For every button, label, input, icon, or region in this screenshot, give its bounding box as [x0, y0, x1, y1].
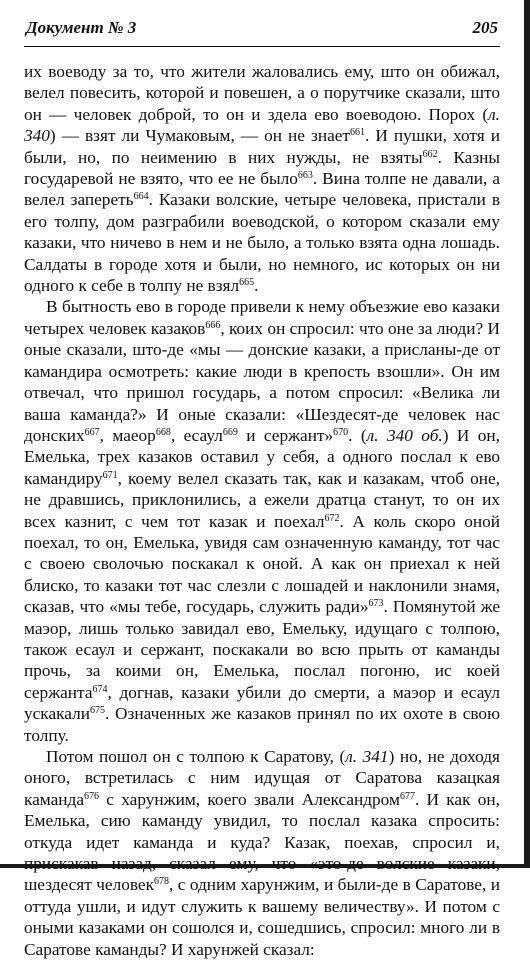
footnote-ref: 676: [84, 790, 100, 802]
text-run: и сержант»: [237, 425, 334, 445]
footnote-ref: 668: [155, 426, 171, 438]
text-run: . (: [348, 425, 367, 445]
text-run: . А коль скоро оной поехал, то он, Емелька, увидя сам означенную каманду, тот час с своею сволочью поскакал к оной. А как он приехал к ней блиско, то казаки тот час слезли с лошадей и наклонили знамя, сказав, что «мы тебе, государь, служить ради»: [24, 511, 501, 617]
text-run: , догнав, казаки убили до смерти, а маэор и есаул ускакали: [24, 682, 500, 724]
body-text: [24, 61, 500, 960]
text-run: . И как он, Емелька, сию каманду увидил, то послал казака спросить: откуда идет каманда и куда? Казак, поехав, спросил и, прискакав назад, сказал ему, что «это-де волские казаки, шездесят человек: [24, 789, 500, 895]
text-run: . Казны государевой не взято, что ее не было: [24, 147, 501, 189]
paragraph: [24, 296, 500, 746]
text-run: , коих он спросил: что оне за люди? И оные сказали, што-де «мы — донские казаки, а присланы-де от камандира осмотреть: какие люди в крепость взошли». Он им отвечал, что пришол государь, а потом спросил: «Велика ли ваша каманда?» И оные сказали: «Шездесят-де человек нас донских: [24, 318, 500, 445]
running-head: [24, 8, 500, 47]
text-run: ) — взят ли Чумаковым, — он не знает: [49, 126, 350, 146]
footnote-ref: 677: [399, 790, 415, 802]
footnote-ref: 669: [222, 426, 238, 438]
text-run: ) но, не доходя оного, встретилась с ним идущая от Саратова казацкая каманда: [24, 747, 500, 809]
footnote-ref: 665: [239, 277, 255, 289]
document-title: Документ № 3: [26, 18, 137, 37]
paragraph: [24, 61, 500, 296]
folio-reference: л. 341: [345, 747, 389, 766]
text-run: , коему велел сказать так, как и казакам, чтоб оне, не дравшись, приклонились, а ежели дратца станут, то он их всех казнит, с чем тот казак и поехал: [24, 468, 500, 531]
footnote-ref: 663: [297, 170, 313, 182]
footnote-ref: 661: [349, 127, 365, 139]
footnote-ref: 674: [92, 683, 108, 695]
folio-reference: л. 340: [24, 104, 500, 146]
footnote-ref: 667: [84, 426, 100, 438]
text-run: с харунжим, коего звали Александром: [99, 789, 400, 809]
footnote-ref: 678: [153, 876, 169, 888]
text-run: , маеор: [99, 425, 156, 445]
footnote-ref: 672: [324, 512, 340, 524]
text-run: . Вина толпе не давали, а велел запереть: [24, 169, 500, 210]
footnote-ref: 671: [102, 469, 118, 481]
paragraph: [24, 746, 500, 960]
text-run: .: [254, 276, 259, 296]
footnote-ref: 666: [205, 319, 221, 331]
text-run: . Означенных же казаков принял по их охоте в свою толпу.: [24, 704, 500, 745]
footnote-ref: 664: [133, 191, 149, 203]
footnote-ref: 673: [368, 598, 384, 610]
text-run: В бытность ево в городе привели к нему объезжие ево казаки четырех человек казаков: [24, 297, 500, 338]
folio-reference: л. 340 об.: [366, 425, 443, 445]
text-run: . Казаки волские, четыре человека, пристали в его толпу, дом разграбили воеводской, о котором сказали ему казаки, что ничево в нем и не было, а только взята одна лошадь. Салдаты в городе хотя и были, но немного, ис которых он ни одного к себе в толпу не взял: [24, 190, 500, 296]
page-number: 205: [472, 18, 498, 37]
footnote-ref: 662: [422, 148, 438, 160]
text-run: ) И он, Емелька, трех казаков оставил у себя, а одного послал к ево камандиру: [24, 425, 500, 488]
footnote-ref: 670: [333, 426, 349, 438]
text-run: Потом пошол он с толпою к Саратову, (: [46, 747, 346, 766]
footnote-ref: 675: [89, 705, 105, 717]
text-run: их воеводу за то, что жители жаловались ему, што он обижал, велел повесить, которой и повешен, а о порутчике сказали, што он — человек доброй, то он и здела ево воеводою. Порох (: [24, 62, 500, 124]
text-run: , с одним харунжим, и были-де в Саратове, и оттуда ушли, и идут служить к вашему величеству». И потом с оными казаками он сошолся и, сошедшись, спросил: много ли в Саратове каманды? И харунжей сказал:: [24, 875, 500, 959]
text-run: , есаул: [170, 425, 223, 445]
text-run: . И пушки, хотя и были, но, по неимению в них нужды, не взяты: [24, 126, 500, 167]
text-run: . Помянутой же маэор, лишь только завидал ево, Емельку, идущаго с толпою, також есаул и сержант, поскакали во всю прыть от каманды прочь, за коими он, Емелька, послал погоню, ис коей сержанта: [24, 597, 501, 702]
